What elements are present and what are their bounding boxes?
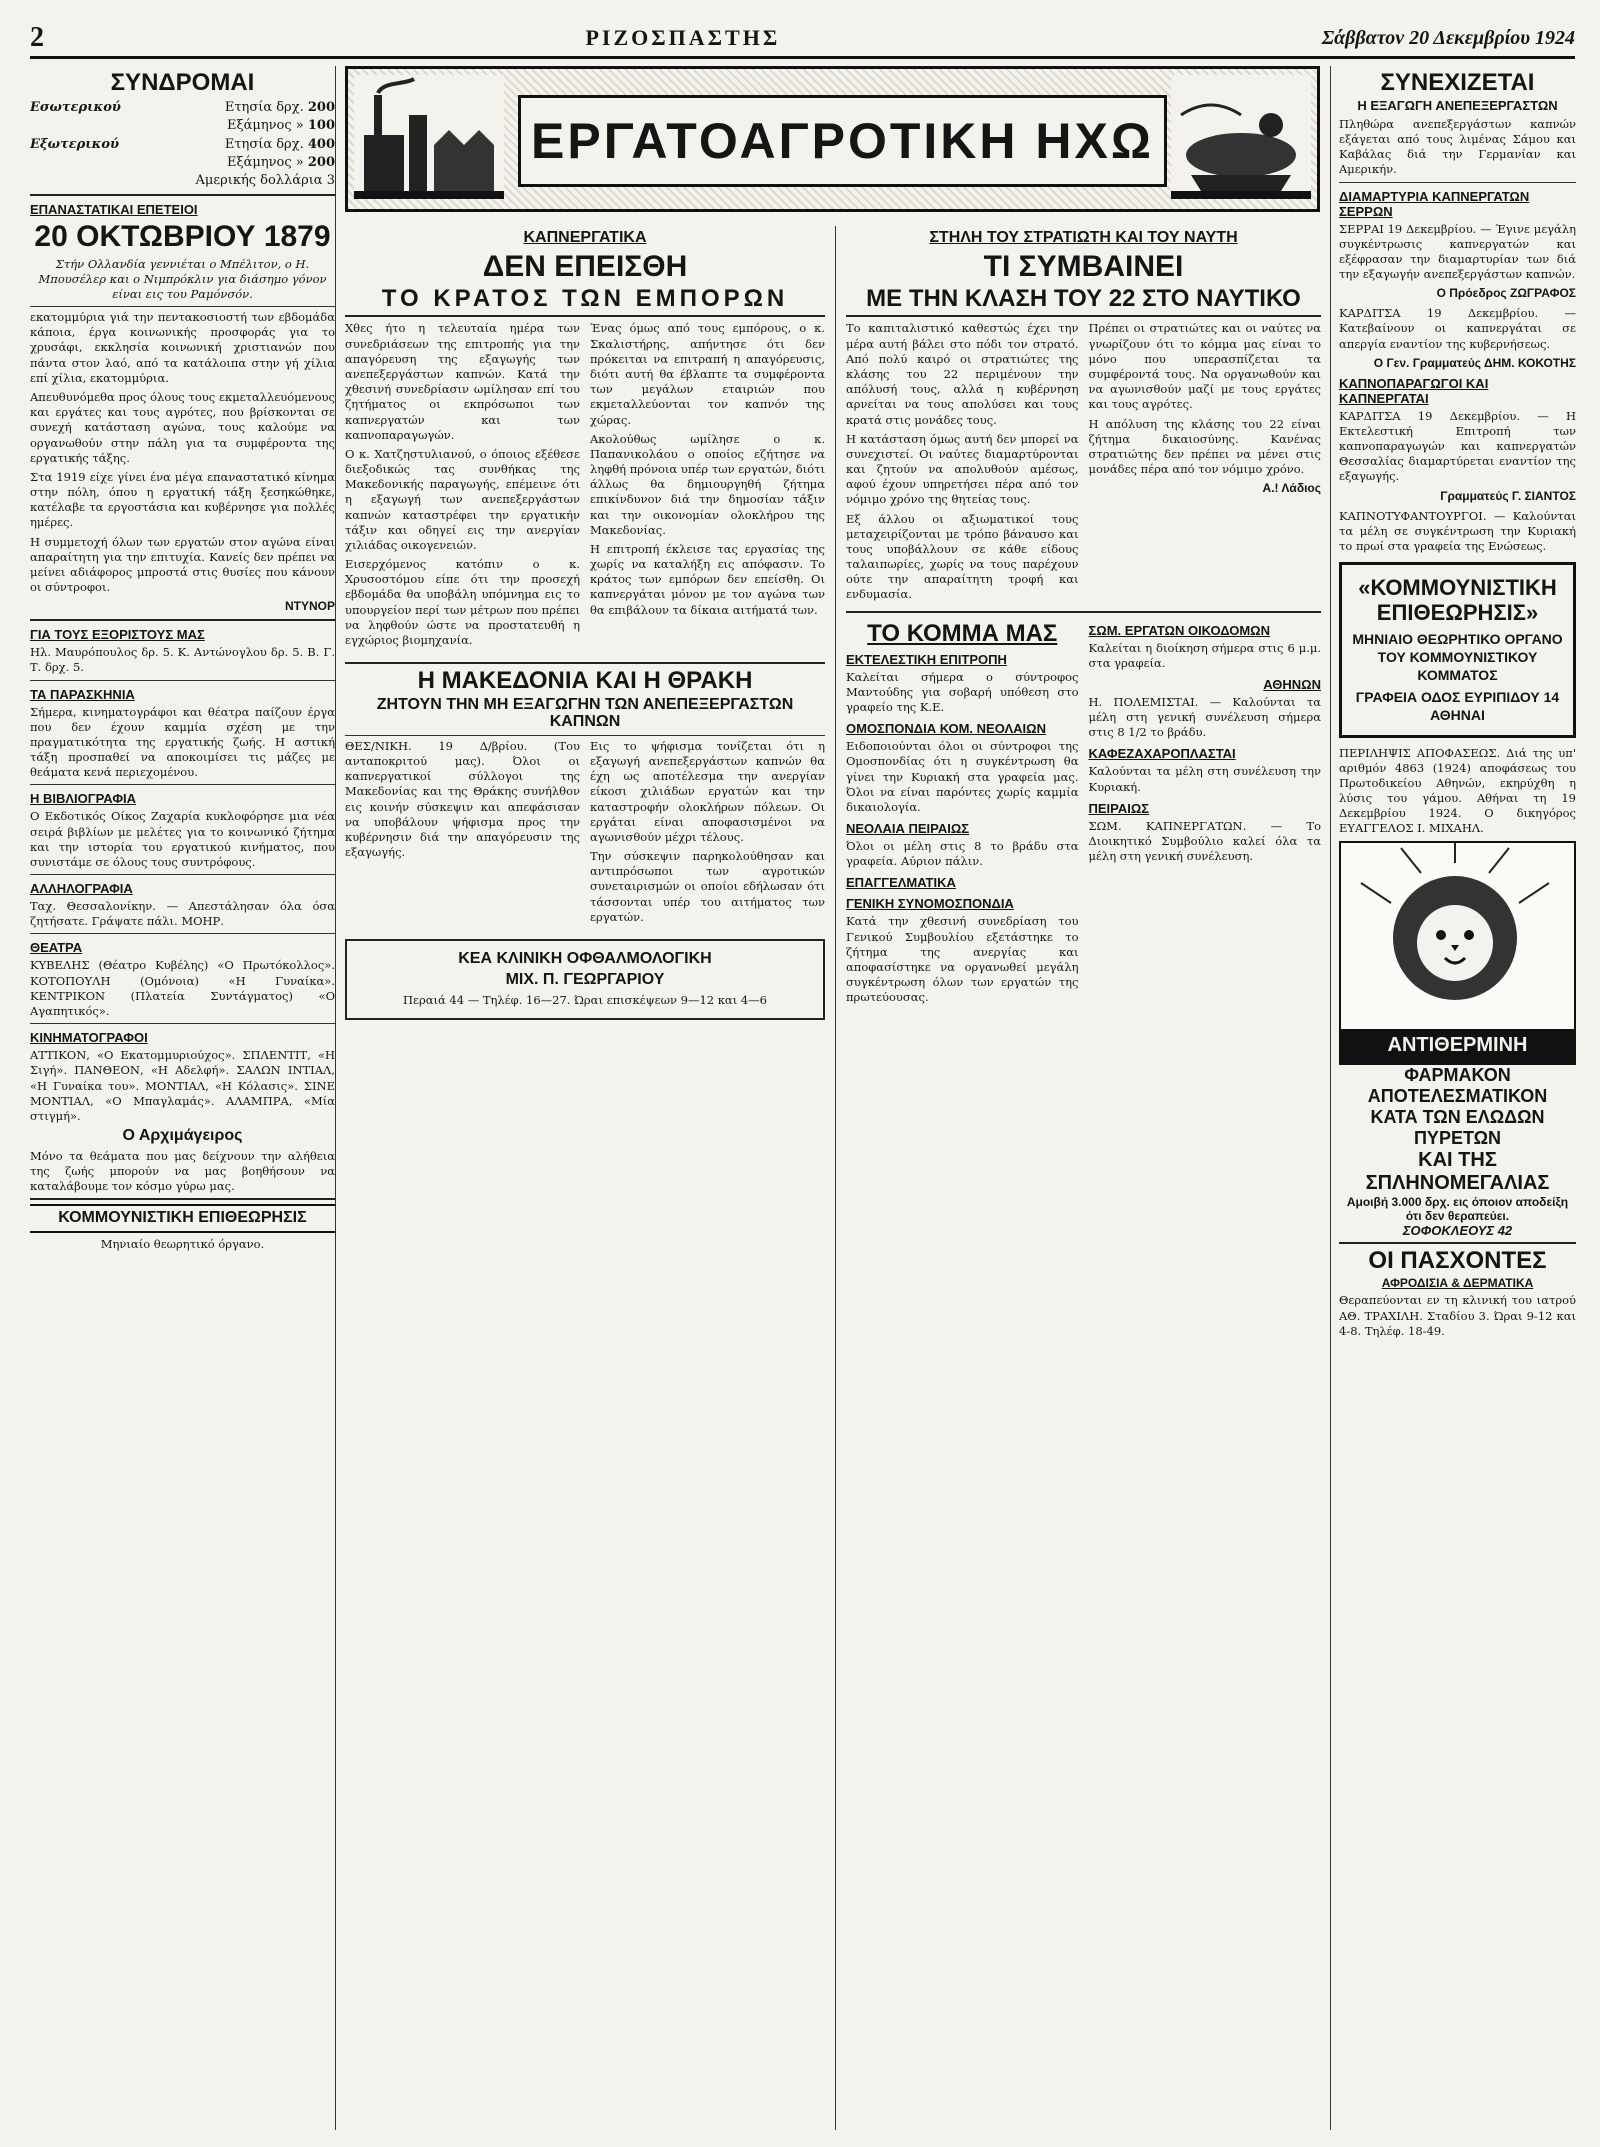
notices-area — [846, 617, 1321, 1010]
exiles-text: Ηλ. Μαυρόπουλος δρ. 5. Κ. Αντώνογλου δρ. 5. Β. Γ. Τ. δρχ. 5. — [30, 645, 335, 675]
tobacco-column — [345, 226, 825, 2130]
banner-frame — [345, 66, 1320, 212]
medicine-line: ΚΑΤΑ ΤΩΝ ΕΛΩΔΩΝ ΠΥΡΕΤΩΝ — [1370, 1106, 1545, 1148]
review-ad-heading: «ΚΟΜΜΟΥΝΙΣΤΙΚΗ ΕΠΙΘΕΩΡΗΣΙΣ» — [1358, 575, 1557, 626]
review-ad — [1339, 562, 1576, 738]
cafe-title: ΚΑΦΕΖΑΧΑΡΟΠΛΑΣΤΑΙ — [1088, 746, 1236, 762]
piraeus-youth-text: Όλοι οι μέλη στις 8 το βράδυ στα γραφεία. Αύριον πάλιν. — [846, 839, 1079, 869]
weavers-text: ΚΑΠΝΟΤΥΦΑΝΤΟΥΡΓΟΙ. — Καλούνται τα μέλη σε συγκέντρωση την Κυριακή το πρωί στα γραφεία της Ενώσεως. — [1339, 508, 1576, 553]
right-column — [1330, 66, 1576, 2130]
farmer-illustration-icon — [1171, 75, 1311, 199]
page-number: 2 — [30, 22, 44, 53]
article-paragraph: Η επιτροπή έκλεισε τας εργασίας της χωρίς να καταλήξη εις απόφασιν. Το κράτος των εμπόρων δεν επείσθη. Οι καπνεργάται μόνον με τον αγώνα των θα επιβάλουν τα δίκαια αιτήματά των. — [590, 541, 825, 617]
sub-amount: 200 — [307, 154, 335, 170]
author-signature: ΝΤΥΝΟΡ — [284, 599, 335, 614]
growers-text: ΚΑΡΔΙΤΣΑ 19 Δεκεμβρίου. — Η Εκτελεστική Επιτροπή των καπνοπαραγωγών και καπνεργατών Θεσσαλίας διαμαρτύρεται εναντίον της εξαγωγής. — [1339, 408, 1576, 484]
article-paragraph: Χθες ήτο η τελευταία ημέρα των συνεδριάσεων της επιτροπής για την απαγόρευση της εξαγωγής των ανεπεξεργάστων καπνών. Κατά την χθεσινή συνεδρίασιν ωμίλησαν επί του ζητήματος οι εκπρόσωποι των καπνεργατών και των καπνοπαραγωγών. — [345, 321, 580, 442]
builders-title: ΣΩΜ. ΕΡΓΑΤΩΝ ΟΙΚΟΔΟΜΩΝ — [1088, 622, 1270, 638]
lion-icon — [1341, 843, 1570, 1029]
party-title: ΤΟ ΚΟΜΜΑ ΜΑΣ — [867, 619, 1058, 647]
athens-text: Η. ΠΟΛΕΜΙΣΤΑΙ. — Καλούνται τα μέλη στη γενική συνέλευση σήμερα στις 8 1/2 το βράδυ. — [1088, 694, 1321, 740]
author-signature: Α.! Λάδιος — [1262, 481, 1321, 496]
factory-illustration-icon — [354, 75, 504, 199]
review-ad-address: ΓΡΑΦΕΙΑ ΟΔΟΣ ΕΥΡΙΠΙΔΟΥ 14 ΑΘΗΝΑΙ — [1355, 689, 1560, 724]
sub-amount: 200 — [307, 100, 335, 116]
exec-title: ΕΚΤΕΛΕΣΤΙΚΗ ΕΠΙΤΡΟΠΗ — [846, 651, 1007, 667]
chef-title: Ο Αρχιμάγειρος — [122, 1127, 243, 1145]
piraeus-title: ΠΕΙΡΑΙΩΣ — [1088, 800, 1150, 816]
karditsa-signature: Ο Γεν. Γραμματεύς ΔΗΜ. ΚΟΚΟΤΗΣ — [1373, 355, 1576, 370]
review-ad-sub: Μηνιαίο θεωρητικό όργανο. — [100, 1237, 265, 1252]
clinic-ad-title: ΚΕΑ ΚΛΙΝΙΚΗ ΟΦΘΑΛΜΟΛΟΓΙΚΗ — [458, 949, 712, 967]
article-paragraph: Η συμμετοχή όλων των εργατών στον αγώνα είναι απαραίτητη για την επιτυχία. Κανείς δεν πρέπει να μείνει αδιάφορος μπροστά στις θυσίες που κάνουν οι σύντροφοι. — [30, 534, 335, 595]
theatres-section: ΘΕΑΤΡΑ — [30, 940, 83, 956]
sub-period: Εξάμηνος » — [226, 118, 304, 134]
serres-text: ΣΕΡΡΑΙ 19 Δεκεμβρίου. — Έγινε μεγάλη συγκέντρωσις καπνεργατών και εξέφρασαν την διαμαρτυρίαν των διά την εξαγωγήν ανεπεξεργάστων καπνών. — [1339, 221, 1576, 282]
soldier-headline: ΤΙ ΣΥΜΒΑΙΝΕΙ — [983, 249, 1184, 283]
medicine-line: ΦΑΡΜΑΚΟΝ ΑΠΟΤΕΛΕΣΜΑΤΙΚΟΝ — [1367, 1064, 1548, 1106]
medicine-name: ΑΝΤΙΘΕΡΜΙΝΗ — [1341, 1029, 1574, 1063]
article-paragraph: Η κατάσταση όμως αυτή δεν μπορεί να συνεχιστεί. Οι ναύτες διαμαρτύρονται και ζητούν να απολυθούν αμέσως, αφού έχουν υπηρετήσει πέρα από τον νόμιμο χρόνο της θητείας τους. — [846, 431, 1079, 507]
sub-amount: 100 — [307, 118, 335, 134]
piraeus-text: ΣΩΜ. ΚΑΠΝΕΡΓΑΤΩΝ. — Το Διοικητικό Συμβούλιο καλεί όλα τα μέλη στη γενική συνέλευση. — [1088, 818, 1321, 864]
article-paragraph: Εξ άλλου οι αξιωματικοί τους μεταχειρίζονται με τρόπο βάναυσο και τους υποβάλλουν σε κάθε είδους ταλαιπωρίες, χωρίς να τους παρέχουν ούτε την απαραίτητη τροφή και ενδυμασία. — [846, 511, 1079, 602]
labor-subtitle: ΓΕΝΙΚΗ ΣΥΝΟΜΟΣΠΟΝΔΙΑ — [846, 896, 1014, 912]
medicine-ad-text — [1339, 1065, 1576, 1238]
cinemas-text: ΑΤΤΙΚΟΝ, «Ο Εκατομμυριούχος». ΣΠΛΕΝΤΙΤ, «Η Σιγή». ΠΑΝΘΕΟΝ, «Η Αδελφή». ΣΑΛΩΝ ΙΝΤΙΑΛ, «Η Γυναίκα του». ΜΟΝΤΙΑΛ, «Η Κόλασις». ΣΙΝΕ ΜΟΝΤΙΑΛ, «Ο Μπαγλαμάς». ΑΛΑΜΠΡΑ, «Μία στιγμή». — [30, 1048, 335, 1123]
macedonia-title: Η ΜΑΚΕΔΟΝΙΑ ΚΑΙ Η ΘΡΑΚΗ — [417, 667, 753, 695]
subscriptions-title: ΣΥΝΔΡΟΜΑΙ — [110, 69, 255, 96]
sub-amount: 400 — [307, 136, 335, 152]
tobacco-headline-2: ΤΟ ΚΡΑΤΟΣ ΤΩΝ ΕΜΠΟΡΩΝ — [381, 285, 789, 313]
newspaper-name: ΡΙΖΟΣΠΑΣΤΗΣ — [585, 25, 781, 50]
article-paragraph: Το καπιταλιστικό καθεστώς έχει την μέρα αυτή βάλει στο πόδι τον στρατό. Από πολύ καιρό οι στρατιώτες της κλάσης του 22 περιμένουν την απόλυσή τους, αλλά η κυβέρνηση αρνείται να τους απολύσει και τους κρατά στις μονάδες τους. — [846, 321, 1079, 427]
domestic-label: Εσωτερικού — [30, 100, 121, 116]
youth-title: ΟΜΟΣΠΟΝΔΙΑ ΚΟΜ. ΝΕΟΛΑΙΩΝ — [846, 721, 1046, 737]
anniversaries-section: ΕΠΑΝΑΣΤΑΤΙΚΑΙ ΕΠΕΤΕΙΟΙ — [30, 202, 198, 218]
chef-text: Μόνο τα θεάματα που μας δείχνουν την αλήθεια της ζωής μπορούν να μας βοηθήσουν να καταλάβουμε τον κόσμο γύρω μας. — [30, 1148, 335, 1194]
soldier-headline-2: ΜΕ ΤΗΝ ΚΛΑΣΗ ΤΟΥ 22 ΣΤΟ ΝΑΥΤΙΚΟ — [866, 285, 1301, 313]
sufferers-subtitle: ΑΦΡΟΔΙΣΙΑ & ΔΕΡΜΑΤΙΚΑ — [1381, 1275, 1534, 1290]
article-paragraph: Στα 1919 είχε γίνει ένα μέγα επαναστατικό κίνημα στην πόλη, όπου η εργατική τάξη ξεσηκώθηκε, κατέλαβε τα εργοστάσια και κυβέρνησε για πολλές ημέρες. — [30, 469, 335, 530]
exiles-section: ΓΙΑ ΤΟΥΣ ΕΞΟΡΙΣΤΟΥΣ ΜΑΣ — [30, 627, 205, 643]
macedonia-subtitle: ΖΗΤΟΥΝ ΤΗΝ ΜΗ ΕΞΑΓΩΓΗΝ ΤΩΝ ΑΝΕΠΕΞΕΡΓΑΣΤΩΝ ΚΑΠΝΩΝ — [376, 696, 794, 731]
review-ad-description: ΜΗΝΙΑΙΟ ΘΕΩΡΗΤΙΚΟ ΟΡΓΑΝΟ ΤΟΥ ΚΟΜΜΟΥΝΙΣΤΙΚΟΥ ΚΟΜΜΑΤΟΣ — [1352, 630, 1563, 684]
banner-title: ΕΡΓΑΤΟΑΓΡΟΤΙΚΗ ΗΧΩ — [518, 95, 1167, 187]
article-paragraph: Ακολούθως ωμίλησε ο κ. Παπανικολάου ο οποίος εζήτησε να ληφθή πρόνοια υπέρ των εργατών, διότι άλλως θα δημιουργηθή ζήτημα επικίνδυνον διά την δημοσίαν τάξιν και την οικονομίαν ολοκλήρου της Μακεδονίας. — [590, 431, 825, 537]
issue-date: Σάββατον 20 Δεκεμβρίου 1924 — [1321, 26, 1575, 49]
sufferers-title: ΟΙ ΠΑΣΧΟΝΤΕΣ — [1368, 1246, 1547, 1274]
court-notice: ΠΕΡΙΛΗΨΙΣ ΑΠΟΦΑΣΕΩΣ. Διά της υπ' αριθμόν 4863 (1924) αποφάσεως του Πρωτοδικείου Αθηνών, εκηρύχθη η λύσις του γάμου. Αθήναι τη 19 Δεκεμβρίου 1924. Ο δικηγόρος ΕΥΑΓΓΕΛΟΣ Ι. ΜΙΧΑΗΛ. — [1339, 745, 1576, 836]
continues-subtitle: Η ΕΞΑΓΩΓΗ ΑΝΕΠΕΞΕΡΓΑΣΤΩΝ — [1357, 98, 1558, 114]
continues-title: ΣΥΝΕΧΙΖΕΤΑΙ — [1380, 69, 1535, 96]
tobacco-kicker: ΚΑΠΝΕΡΓΑΤΙΚΑ — [523, 229, 647, 246]
sufferers-text: Θεραπεύονται εν τη κλινική του ιατρού ΑΘ. ΤΡΑΧΙΛΗ. Σταδίου 3. Ώραι 9-12 και 4-8. Τηλέφ. 18-49. — [1339, 1293, 1576, 1338]
article-paragraph: Εις το ψήφισμα τονίζεται ότι η εξαγωγή ανεπεξεργάστων καπνών θα έχη ως αποτέλεσμα την ανεργίαν είκοσι χιλιάδων εργατών και την καταστροφήν ολοκλήρων πόλεων. Οι εργάται είναι αποφασισμένοι να αγωνισθούν μέχρι τέλους. — [590, 738, 825, 844]
serres-signature: Ο Πρόεδρος ΖΩΓΡΑΦΟΣ — [1436, 286, 1576, 301]
clinic-ad — [345, 939, 825, 1020]
section-banner — [345, 66, 1320, 216]
foreign-label: Εξωτερικού — [30, 136, 120, 152]
piraeus-youth-title: ΝΕΟΛΑΙΑ ΠΕΙΡΑΙΩΣ — [846, 821, 970, 837]
soldier-article-body — [846, 321, 1321, 606]
article-paragraph: Απευθυνόμεθα προς όλους τους εκμεταλλευόμενους και εργάτες και τους αγρότες, που βρίσκονται σε συνεχή κατάσταση αγώνα, τους καλούμε να οργανωθούν στην πάλη για τα συμφέροντα της εργατικής τάξης. — [30, 390, 335, 465]
medicine-line: Αμοιβή 3.000 δρχ. εις όποιον αποδείξη ότι δεν θεραπεύει. — [1346, 1194, 1569, 1223]
labor-title: ΕΠΑΓΓΕΛΜΑΤΙΚΑ — [846, 875, 956, 891]
article-paragraph: Ένας όμως από τους εμπόρους, ο κ. Σκαλιστήρης, απήντησε ότι δεν πρόκειται να επιτραπή η απαγόρευσις, διότι αυτή θα έβλαπτε τα συμφέροντα των μεγάλων εταιριών που εκμεταλλεύονται τον καπνόν της χώρας. — [590, 321, 825, 427]
sub-period: Ετησία δρχ. — [224, 100, 304, 116]
exec-text: Καλείται σήμερα ο σύντροφος Μαντούδης για σοβαρή υπόθεση στο γραφείο της Κ.Ε. — [846, 669, 1079, 715]
article-paragraph: Η απόλυση της κλάσης του 22 είναι ζήτημα δικαιοσύνης. Κανένας στρατιώτης δεν πρέπει να μένει στις μονάδες πέρα από τον νόμιμο χρόνο. — [1088, 416, 1321, 477]
bibliography-text: Ο Εκδοτικός Οίκος Ζαχαρία κυκλοφόρησε μια νέα σειρά βιβλίων με μελέτες για το κοινωνικό ζήτημα και την ιστορία του εργατικού κινήματος, που συνιστάμε σε όλους τους συντρόφους. — [30, 809, 335, 869]
article-paragraph: ΘΕΣ/ΝΙΚΗ. 19 Δ/βρίου. (Του ανταποκριτού μας). Όλοι οι καπνεργατικοί σύλλογοι της Μακεδονίας και της Θράκης συνήλθον εις κοινήν σύσκεψιν και απεφάσισαν να υποβάλουν ψήφισμα προς την κυβέρνησιν διά την απαγόρευσιν της εξαγωγής. — [345, 738, 580, 860]
athens-title: ΑΘΗΝΩΝ — [1263, 676, 1321, 692]
cinemas-section: ΚΙΝΗΜΑΤΟΓΡΑΦΟΙ — [30, 1030, 148, 1046]
left-column — [30, 66, 336, 2130]
page-header — [30, 20, 1575, 59]
newspaper-page — [30, 20, 1575, 2130]
review-ad-title: ΚΟΜΜΟΥΝΙΣΤΙΚΗ ΕΠΙΘΕΩΡΗΣΙΣ — [30, 1204, 335, 1233]
bibliography-section: Η ΒΙΒΛΙΟΓΡΑΦΙΑ — [30, 791, 137, 807]
article-paragraph: εκατομμύρια γιά την πεντακοσιοστή των εβδομάδα κάποια, έργα κοινωνικής προσφοράς για το χρυσάφι, εκκλησία κοινωνική χριστιανών που πάντα στον λαό, από τα κατάλοιπα στην γή χίλια επί χίλια, εκατομμύρια. — [30, 310, 335, 385]
theatres-text: ΚΥΒΕΛΗΣ (Θέατρο Κυβέλης) «Ο Πρωτόκολλος». ΚΟΤΟΠΟΥΛΗ (Ομόνοια) «Η Γυναίκα». ΚΕΝΤΡΙΚΟΝ (Πλατεία Συντάγματος) «Ο Αγαπητικός». — [30, 958, 335, 1018]
backstage-section: ΤΑ ΠΑΡΑΣΚΗΝΙΑ — [30, 686, 135, 702]
clinic-ad-text: Περαιά 44 — Τηλέφ. 16—27. Ώραι επισκέψεων 9—12 και 4—6 — [402, 992, 767, 1007]
medicine-address: ΣΟΦΟΚΛΕΟΥΣ 42 — [1402, 1222, 1513, 1238]
continues-text: Πληθώρα ανεπεξεργάστων καπνών εξάγεται από τους λιμένας Σάμου και Καβάλας διά την Γερμανίαν και Αμερικήν. — [1339, 116, 1576, 177]
soldier-column — [835, 226, 1321, 2130]
sub-period: Εξάμηνος » — [226, 154, 304, 170]
labor-text: Κατά την χθεσινή συνεδρίαση του Γενικού Συμβουλίου εξετάστηκε το ζήτημα της ανεργίας και αποφασίστηκε να οργανωθεί μεγάλη συγκέντρωση όλων των εργατών της πρωτεύουσας. — [846, 914, 1079, 1005]
anniversary-subtitle: Στήν Ολλανδία γεννιέται ο Μπέλιτον, ο Η. Μπουσέλερ και ο Νιμπρόκλιν για διάσημο γόνον είναι εις του Ραμόνσόν. — [38, 256, 327, 301]
backstage-text: Σήμερα, κινηματογράφοι και θέατρα παίζουν έργα που δεν έχουν καμμία σχέση με την πραγματικότητα της εργατικής ζωής. Η αστική τάξη προσπαθεί να αποκοιμίσει τις μάζες με θεάματα κενά περιεχομένου. — [30, 704, 335, 780]
growers-title: ΚΑΠΝΟΠΑΡΑΓΩΓΟΙ ΚΑΙ ΚΑΠΝΕΡΓΑΤΑΙ — [1339, 375, 1489, 406]
cafe-text: Καλούνται τα μέλη στη συνέλευση την Κυριακή. — [1088, 764, 1321, 794]
article-paragraph: Εισερχόμενος κατόπιν ο κ. Χρυσοστόμου είπε ότι την προσεχή εβδομάδα θα υποβάλη υπόμνημα εις το υπουργείον περί των μέτρων που πρέπει να ληφθούν ώστε να προστατευθή η εγχώριος βιομηχανία. — [345, 557, 580, 647]
correspondence-section: ΑΛΛΗΛΟΓΡΑΦΙΑ — [30, 881, 133, 897]
serres-title: ΔΙΑΜΑΡΤΥΡΙΑ ΚΑΠΝΕΡΓΑΤΩΝ ΣΕΡΡΩΝ — [1339, 188, 1530, 219]
article-paragraph: Πρέπει οι στρατιώτες και οι ναύτες να γνωρίζουν ότι το κόμμα μας είναι το μόνο που υπερασπίζεται τα συμφέροντά τους. Να οργανωθούν και να αγωνισθούν μαζί με τους εργάτες και τους αγρότες. — [1088, 321, 1321, 412]
tobacco-headline: ΔΕΝ ΕΠΕΙΣΘΗ — [482, 249, 688, 283]
article-paragraph: Την σύσκεψιν παρηκολούθησαν και αντιπρόσωποι των αγροτικών συνεταιρισμών οι οποίοι εδήλωσαν ότι τάσσονται υπέρ του αιτήματος των εργατών. — [590, 849, 825, 924]
youth-text: Ειδοποιούνται όλοι οι σύντροφοι της Ομοσπονδίας ότι η συγκέντρωση θα γίνει την Κυριακή στα γραφεία μας. Όλοι να είναι παρόντες χωρίς καμμία δικαιολογία. — [846, 739, 1079, 814]
article-paragraph: Ο κ. Χατζηστυλιανού, ο όποιος εξέθεσε διεξοδικώς τας συνθήκας της Μακεδονικής παραγωγής, επέμεινε ότι η εξαγωγή των ανεπεξεργάστων καπνών καταστρέφει την εργατικήν τάξιν και οδηγεί εις την ανεργίαν χιλιάδας οικογενειών. — [345, 446, 580, 552]
tobacco-article-body — [345, 321, 825, 652]
soldier-kicker: ΣΤΗΛΗ ΤΟΥ ΣΤΡΑΤΙΩΤΗ ΚΑΙ ΤΟΥ ΝΑΥΤΗ — [929, 229, 1238, 246]
builders-text: Καλείται η διοίκηση σήμερα στις 6 μ.μ. στα γραφεία. — [1088, 640, 1321, 670]
subscriptions-table — [30, 99, 335, 190]
sub-period: Ετησία δρχ. — [224, 136, 304, 152]
medicine-ad-image — [1339, 841, 1576, 1065]
macedonia-article-body — [345, 739, 825, 929]
growers-signature: Γραμματεύς Γ. ΣΙΑΝΤΟΣ — [1440, 488, 1576, 503]
anniversary-title: 20 ΟΚΤΩΒΡΙΟΥ 1879 — [34, 220, 331, 254]
america-price: Αμερικής δολλάρια 3 — [195, 172, 335, 188]
clinic-ad-name: ΜΙΧ. Π. ΓΕΩΡΓΑΡΙΟΥ — [505, 970, 665, 988]
medicine-line: ΚΑΙ ΤΗΣ ΣΠΛΗΝΟΜΕΓΑΛΙΑΣ — [1365, 1148, 1550, 1194]
karditsa-text: ΚΑΡΔΙΤΣΑ 19 Δεκεμβρίου. — Κατεβαίνουν οι καπνεργάται σε απεργία εναντίον της κυβερνήσεως. — [1339, 306, 1576, 351]
correspondence-text: Ταχ. Θεσσαλονίκην. — Απεστάλησαν όλα όσα ζητήσατε. Γράψατε πάλι. ΜΟΗΡ. — [30, 899, 335, 929]
